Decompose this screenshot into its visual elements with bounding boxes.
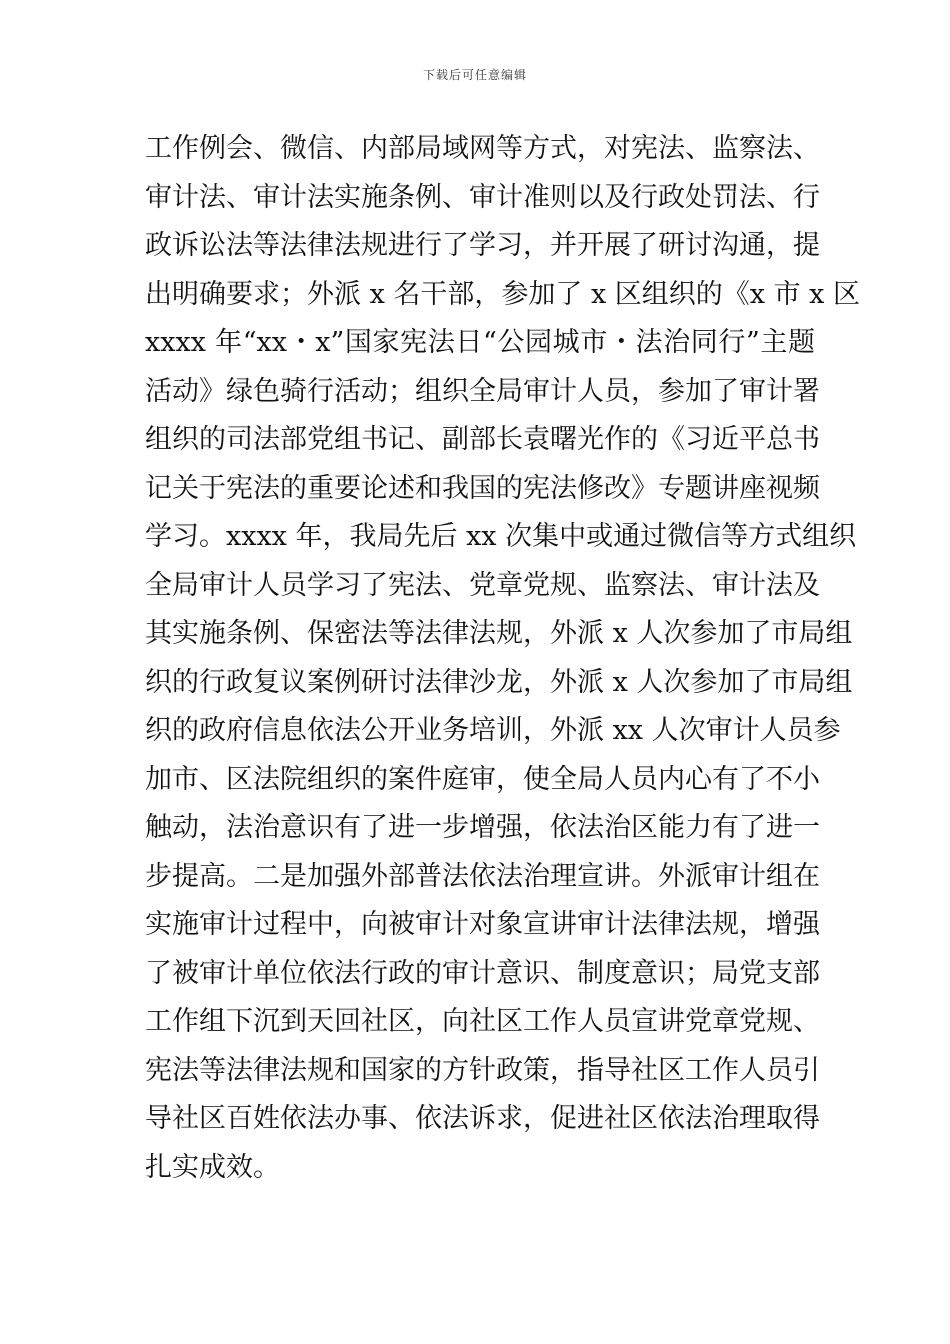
text-line: 加市、区法院组织的案件庭审，使全局人员内心有了不小 — [145, 763, 820, 795]
text-line: 工作组下沉到天回社区，向社区工作人员宣讲党章党规、 — [145, 1006, 820, 1037]
text-line: 活动》绿色骑行活动；组织全局审计人员，参加了审计署 — [145, 375, 820, 407]
text-line: 织的行政复议案例研讨法律沙龙，外派 x 人次参加了市局组 — [145, 666, 853, 698]
text-line: 全局审计人员学习了宪法、党章党规、监察法、审计法及 — [145, 569, 820, 601]
text-line: 审计法、审计法实施条例、审计准则以及行政处罚法、行 — [145, 181, 820, 213]
text-line: 政诉讼法等法律法规进行了学习，并开展了研讨沟通，提 — [145, 230, 820, 261]
text-line: 记关于宪法的重要论述和我国的宪法修改》专题讲座视频 — [145, 472, 820, 504]
text-line: 宪法等法律法规和国家的方针政策，指导社区工作人员引 — [145, 1054, 820, 1086]
text-line: 扎实成效。 — [145, 1151, 280, 1183]
text-line: 步提高。二是加强外部普法依法治理宣讲。外派审计组在 — [145, 860, 820, 892]
body-paragraph — [145, 125, 860, 1192]
text-line: 其实施条例、保密法等法律法规，外派 x 人次参加了市局组 — [145, 618, 853, 649]
text-line: 出明确要求；外派 x 名干部，参加了 x 区组织的《x 市 x 区 — [145, 278, 860, 310]
text-line: 触动，法治意识有了进一步增强，依法治区能力有了进一 — [145, 812, 820, 843]
text-line: 组织的司法部党组书记、副部长袁曙光作的《习近平总书 — [145, 424, 820, 455]
text-line: 织的政府信息依法公开业务培训，外派 xx 人次审计人员参 — [145, 715, 841, 746]
text-line: 导社区百姓依法办事、依法诉求，促进社区依法治理取得 — [145, 1103, 820, 1134]
text-line: xxxx 年“xx・x”国家宪法日“公园城市・法治同行”主题 — [145, 327, 815, 358]
text-line: 实施审计过程中，向被审计对象宣讲审计法律法规，增强 — [145, 909, 820, 940]
page-header-note: 下载后可任意编辑 — [422, 68, 527, 82]
text-line: 工作例会、微信、内部局域网等方式，对宪法、监察法、 — [145, 133, 820, 164]
text-line: 学习。xxxx 年，我局先后 xx 次集中或通过微信等方式组织 — [145, 521, 857, 552]
text-line: 了被审计单位依法行政的审计意识、制度意识；局党支部 — [145, 957, 820, 989]
